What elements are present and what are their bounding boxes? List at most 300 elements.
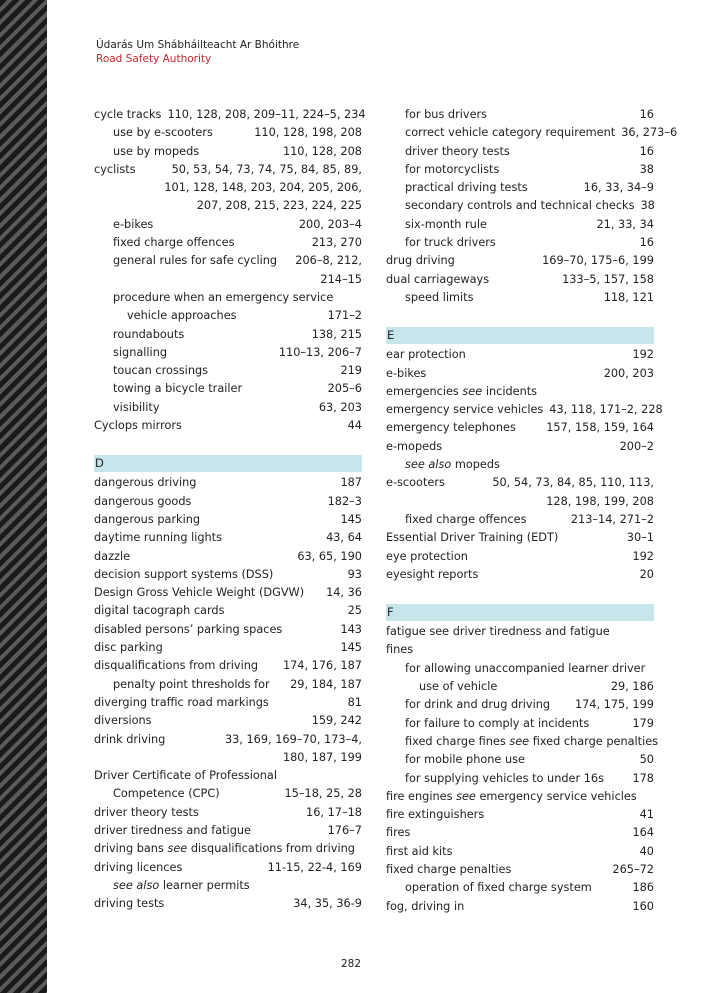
page-refs: 33, 169, 169–70, 173–4,	[224, 732, 362, 746]
term-text: ear protection	[386, 348, 466, 362]
index-term	[405, 124, 615, 142]
page-refs	[356, 840, 362, 858]
index-entry	[386, 234, 654, 252]
term-text: fixed charge offences	[405, 512, 527, 526]
index-entry	[94, 657, 362, 675]
term-text: fixed charge fines	[405, 734, 506, 748]
term-text: procedure when an emergency service	[113, 290, 334, 304]
index-entry	[94, 197, 362, 215]
page-refs: 164	[632, 826, 654, 840]
index-term	[94, 474, 196, 492]
index-term	[386, 419, 516, 437]
index-entry	[386, 106, 654, 124]
page-refs: 213–14, 271–2	[570, 512, 654, 526]
term-text: Essential Driver Training (EDT)	[386, 531, 559, 545]
page-refs: 38	[640, 199, 655, 213]
term-text: visibility	[113, 400, 160, 414]
index-term	[94, 804, 199, 822]
page-refs: 178	[632, 771, 654, 785]
index-entry	[94, 840, 362, 858]
term-text: towing a bicycle trailer	[113, 382, 243, 396]
term-text: fire engines	[386, 789, 453, 803]
index-entry	[386, 770, 654, 788]
page-refs: 50, 54, 73, 84, 85, 110, 113,	[492, 476, 654, 490]
page-refs: 207, 208, 215, 223, 224, 225	[196, 199, 362, 213]
index-entry	[94, 602, 362, 620]
see-reference: see also	[405, 458, 452, 472]
see-target: learner permits	[162, 878, 250, 892]
page-refs: 174, 176, 187	[282, 659, 362, 673]
index-term	[419, 678, 497, 696]
index-term	[386, 365, 426, 383]
index-entry	[386, 289, 654, 307]
index-term	[405, 179, 528, 197]
index-entry	[386, 660, 654, 678]
page-refs: 30–1	[626, 531, 654, 545]
term-text: disqualifications from driving	[94, 659, 259, 673]
term-text: diversions	[94, 714, 152, 728]
index-term	[113, 362, 208, 380]
index-entry	[94, 822, 362, 840]
page-refs: 110–13, 206–7	[278, 345, 362, 359]
index-term	[94, 859, 182, 877]
page-refs: 50	[639, 753, 654, 767]
term-text: driver theory tests	[94, 805, 199, 819]
page-refs: 128, 198, 199, 208	[546, 494, 654, 508]
index-term	[94, 566, 273, 584]
page-refs: 133–5, 157, 158	[562, 272, 654, 286]
page-refs: 186	[632, 881, 654, 895]
page-refs: 219	[340, 364, 362, 378]
index-entry	[386, 252, 654, 270]
index-term	[94, 712, 152, 730]
index-entry	[94, 234, 362, 252]
index-entry	[386, 696, 654, 714]
index-entry	[386, 529, 654, 547]
page-refs	[648, 383, 654, 401]
index-term	[113, 124, 213, 142]
page-refs: 36, 273–6	[621, 126, 678, 140]
index-entry	[94, 380, 362, 398]
index-entry	[386, 474, 654, 492]
index-entry	[386, 788, 654, 806]
term-text: vehicle approaches	[127, 309, 237, 323]
term-text: driver tiredness and fatigue	[94, 823, 251, 837]
page-refs: 40	[639, 844, 654, 858]
see-target: incidents	[485, 384, 538, 398]
index-entry	[386, 898, 654, 916]
term-text: first aid kits	[386, 844, 453, 858]
index-entry	[386, 548, 654, 566]
term-text: use by e-scooters	[113, 126, 213, 140]
page-refs	[356, 289, 362, 307]
index-term	[405, 197, 635, 215]
index-entry	[386, 861, 654, 879]
index-term	[113, 877, 250, 895]
page-refs: 145	[340, 512, 362, 526]
index-entry	[386, 641, 654, 659]
index-column-right	[386, 106, 678, 916]
index-term	[386, 529, 558, 547]
page-refs: 16	[639, 144, 654, 158]
term-text: daytime running lights	[94, 531, 223, 545]
index-entry	[94, 804, 362, 822]
page-refs: 176–7	[327, 823, 362, 837]
see-target: mopeds	[454, 458, 500, 472]
index-term	[386, 438, 442, 456]
term-text: e-bikes	[113, 217, 154, 231]
term-text: penalty point thresholds for	[113, 677, 270, 691]
page-refs: 200, 203–4	[298, 217, 362, 231]
term-text: for mobile phone use	[405, 753, 525, 767]
page-refs: 182–3	[327, 494, 362, 508]
term-text: eyesight reports	[386, 567, 479, 581]
index-term	[94, 694, 269, 712]
index-entry	[94, 676, 362, 694]
page-refs: 21, 33, 34	[596, 217, 654, 231]
index-term	[386, 548, 468, 566]
page-refs: 50, 53, 54, 73, 74, 75, 84, 85, 89,	[171, 162, 362, 176]
index-term	[405, 234, 496, 252]
index-term	[127, 307, 237, 325]
index-entry	[386, 179, 654, 197]
term-text: Driver Certificate of Professional	[94, 769, 277, 783]
index-term	[94, 731, 165, 749]
index-term	[386, 401, 543, 419]
term-text: emergencies	[386, 384, 459, 398]
page-refs	[648, 641, 654, 659]
index-term	[94, 493, 191, 511]
term-text: Cyclops mirrors	[94, 419, 182, 433]
index-term	[113, 143, 199, 161]
term-text: use by mopeds	[113, 144, 200, 158]
page-refs: 110, 128, 208, 209–11, 224–5, 234	[167, 108, 366, 121]
page-refs: 187	[340, 476, 362, 490]
index-entry	[94, 252, 362, 270]
page-refs: 43, 118, 171–2, 228	[549, 403, 663, 417]
index-entry	[94, 785, 362, 803]
index-entry	[386, 419, 654, 437]
term-text: eye protection	[386, 549, 468, 563]
index-entry	[94, 216, 362, 234]
index-term	[405, 289, 473, 307]
section-header-e: E	[386, 327, 654, 344]
index-entry	[386, 143, 654, 161]
index-term	[386, 271, 489, 289]
term-text: emergency telephones	[386, 421, 516, 435]
index-entry	[386, 346, 654, 364]
index-term	[386, 566, 478, 584]
page-refs: 38	[639, 162, 654, 176]
section-header-f: F	[386, 604, 654, 621]
term-text: fixed charge penalties	[386, 862, 512, 876]
index-entry	[386, 806, 654, 824]
term-text: e-mopeds	[386, 439, 443, 453]
header-irish-name: Údarás Um Shábháilteacht Ar Bhóithre	[96, 39, 300, 51]
index-entry	[386, 824, 654, 842]
term-text: for supplying vehicles to under 16s	[405, 771, 604, 785]
term-text: e-bikes	[386, 366, 427, 380]
index-term	[386, 623, 610, 641]
page-refs: 44	[347, 419, 362, 433]
page-refs: 63, 203	[318, 400, 362, 414]
index-entry	[94, 767, 362, 785]
index-entry	[94, 362, 362, 380]
index-term	[113, 785, 220, 803]
term-text: diverging traffic road markings	[94, 695, 269, 709]
index-entry	[94, 493, 362, 511]
index-term	[113, 234, 234, 252]
index-column-left	[94, 106, 366, 913]
index-entry	[94, 326, 362, 344]
page-refs: 63, 65, 190	[297, 549, 362, 563]
index-term	[94, 602, 224, 620]
index-entry	[94, 548, 362, 566]
page-refs	[356, 767, 362, 785]
index-term	[386, 824, 410, 842]
term-text: for bus drivers	[405, 108, 488, 121]
page-refs: 16, 33, 34–9	[583, 181, 654, 195]
index-term	[405, 106, 487, 124]
index-term	[386, 252, 455, 270]
index-term	[386, 806, 484, 824]
index-term	[113, 344, 167, 362]
index-entry	[94, 639, 362, 657]
index-entry	[94, 584, 362, 602]
page-refs: 93	[347, 567, 362, 581]
page-number: 282	[340, 958, 362, 970]
index-entry	[94, 179, 362, 197]
index-term	[386, 898, 464, 916]
page-refs: 101, 128, 148, 203, 204, 205, 206,	[164, 181, 362, 195]
page-refs: 192	[632, 549, 654, 563]
term-text: roundabouts	[113, 327, 185, 341]
page-refs: 214–15	[320, 272, 362, 286]
index-term	[94, 621, 282, 639]
header-english-name: Road Safety Authority	[96, 53, 212, 65]
index-entry	[94, 859, 362, 877]
index-entry	[386, 733, 659, 751]
term-text: dangerous driving	[94, 476, 197, 490]
index-entry	[386, 879, 654, 897]
index-entry	[386, 493, 654, 511]
index-term	[386, 346, 466, 364]
page-refs: 205–6	[327, 382, 362, 396]
index-term	[405, 696, 550, 714]
page-refs: 81	[347, 695, 362, 709]
see-target: fixed charge penalties	[532, 734, 659, 748]
term-text: Competence (CPC)	[113, 787, 220, 801]
see-target: disqualifications from driving	[190, 842, 355, 856]
index-term	[405, 161, 499, 179]
index-term	[405, 879, 592, 897]
page-refs: 200–2	[619, 439, 654, 453]
term-text: for failure to comply at incidents	[405, 716, 590, 730]
index-term	[94, 639, 163, 657]
index-entry	[386, 843, 654, 861]
term-text: disabled persons’ parking spaces	[94, 622, 283, 636]
page-refs: 34, 35, 36-9	[293, 897, 362, 911]
index-term	[386, 861, 511, 879]
term-text: for truck drivers	[405, 236, 496, 250]
index-entry	[94, 289, 362, 307]
index-entry	[94, 307, 362, 325]
index-entry	[386, 124, 678, 142]
index-term	[386, 843, 453, 861]
term-text: Design Gross Vehicle Weight (DGVW)	[94, 586, 305, 600]
index-entry	[386, 623, 654, 641]
index-term	[113, 289, 333, 307]
index-entry	[386, 216, 654, 234]
decorative-stripe	[0, 0, 47, 993]
index-entry	[94, 344, 362, 362]
index-term	[94, 840, 355, 858]
index-entry	[94, 417, 362, 435]
index-term	[113, 252, 277, 270]
term-text: six-month rule	[405, 217, 487, 231]
index-term	[405, 511, 526, 529]
page-refs: 159, 242	[311, 714, 362, 728]
index-entry	[94, 731, 362, 749]
index-entry	[386, 383, 654, 401]
see-target: emergency service vehicles	[479, 789, 637, 803]
term-text: driver theory tests	[405, 144, 510, 158]
index-term	[94, 822, 251, 840]
page-refs: 16	[639, 236, 654, 250]
index-entry	[94, 694, 362, 712]
term-text: fires	[386, 826, 411, 840]
see-reference: see	[509, 734, 530, 748]
term-text: practical driving tests	[405, 181, 528, 195]
page-refs: 179	[632, 716, 654, 730]
page-refs: 138, 215	[311, 327, 362, 341]
index-entry	[386, 511, 654, 529]
term-text: operation of fixed charge system	[405, 881, 592, 895]
page-refs: 29, 186	[610, 680, 654, 694]
term-text: driving licences	[94, 860, 183, 874]
page-refs: 25	[347, 604, 362, 618]
index-entry	[94, 106, 366, 124]
index-entry	[94, 161, 362, 179]
term-text: speed limits	[405, 290, 474, 304]
index-entry	[94, 877, 362, 895]
index-term	[405, 733, 658, 751]
page-refs: 200, 203	[603, 366, 654, 380]
page-refs: 15–18, 25, 28	[284, 787, 362, 801]
page-refs	[356, 877, 362, 895]
index-entry	[94, 712, 362, 730]
index-entry	[94, 143, 362, 161]
see-reference: see also	[113, 878, 160, 892]
page-refs: 171–2	[327, 309, 362, 323]
term-text: fatigue see driver tiredness and fatigue	[386, 625, 610, 639]
index-entry	[94, 124, 362, 142]
index-term	[405, 715, 589, 733]
index-entry	[386, 751, 654, 769]
index-term	[94, 767, 277, 785]
index-term	[386, 788, 637, 806]
page-refs	[648, 788, 654, 806]
index-entry	[386, 566, 654, 584]
index-term	[94, 529, 222, 547]
term-text: toucan crossings	[113, 364, 209, 378]
index-term	[94, 657, 258, 675]
index-entry	[94, 749, 362, 767]
index-entry	[386, 715, 654, 733]
index-entry	[94, 511, 362, 529]
page-refs	[648, 623, 654, 641]
index-entry	[94, 474, 362, 492]
page-refs: 192	[632, 348, 654, 362]
index-entry	[386, 678, 654, 696]
term-text: dazzle	[94, 549, 131, 563]
page-refs: 41	[639, 808, 654, 822]
index-term	[113, 380, 242, 398]
index-term	[113, 399, 160, 417]
page-refs: 110, 128, 198, 208	[254, 126, 362, 140]
index-term	[386, 641, 413, 659]
index-term	[405, 456, 500, 474]
page-refs: 29, 184, 187	[290, 677, 362, 691]
term-text: secondary controls and technical checks	[405, 199, 635, 213]
index-entry	[94, 621, 362, 639]
see-reference: see	[462, 384, 483, 398]
index-term	[94, 161, 136, 179]
term-text: emergency service vehicles	[386, 403, 544, 417]
page-refs: 180, 187, 199	[282, 750, 362, 764]
index-term	[94, 584, 304, 602]
index-term	[113, 326, 184, 344]
page-refs: 11-15, 22-4, 169	[267, 860, 362, 874]
index-term	[405, 216, 487, 234]
index-term	[405, 751, 525, 769]
page-refs: 169–70, 175–6, 199	[542, 254, 654, 268]
term-text: fog, driving in	[386, 899, 465, 913]
index-term	[94, 548, 130, 566]
page-refs	[648, 456, 654, 474]
term-text: fines	[386, 643, 414, 657]
term-text: fixed charge offences	[113, 236, 235, 250]
term-text: cycle tracks	[94, 108, 162, 121]
term-text: cyclists	[94, 162, 136, 176]
page-refs	[658, 733, 664, 751]
term-text: for motorcyclists	[405, 162, 500, 176]
term-text: digital tacograph cards	[94, 604, 225, 618]
page-refs	[648, 660, 654, 678]
index-entry	[94, 399, 362, 417]
index-entry	[386, 401, 663, 419]
term-text: dangerous parking	[94, 512, 201, 526]
term-text: drug driving	[386, 254, 455, 268]
index-term	[386, 474, 445, 492]
index-entry	[386, 271, 654, 289]
index-term	[405, 770, 604, 788]
index-term	[94, 417, 182, 435]
term-text: for allowing unaccompanied learner driver	[405, 661, 646, 675]
term-text: driving tests	[94, 897, 165, 911]
index-entry	[386, 438, 654, 456]
index-term	[94, 106, 161, 124]
see-reference: see	[456, 789, 476, 803]
index-entry	[94, 566, 362, 584]
index-term	[405, 143, 510, 161]
index-entry	[94, 271, 362, 289]
term-text: disc parking	[94, 641, 163, 655]
index-entry	[94, 895, 362, 913]
page-refs: 43, 64	[326, 531, 362, 545]
term-text: general rules for safe cycling	[113, 254, 278, 268]
page-refs: 20	[639, 567, 654, 581]
